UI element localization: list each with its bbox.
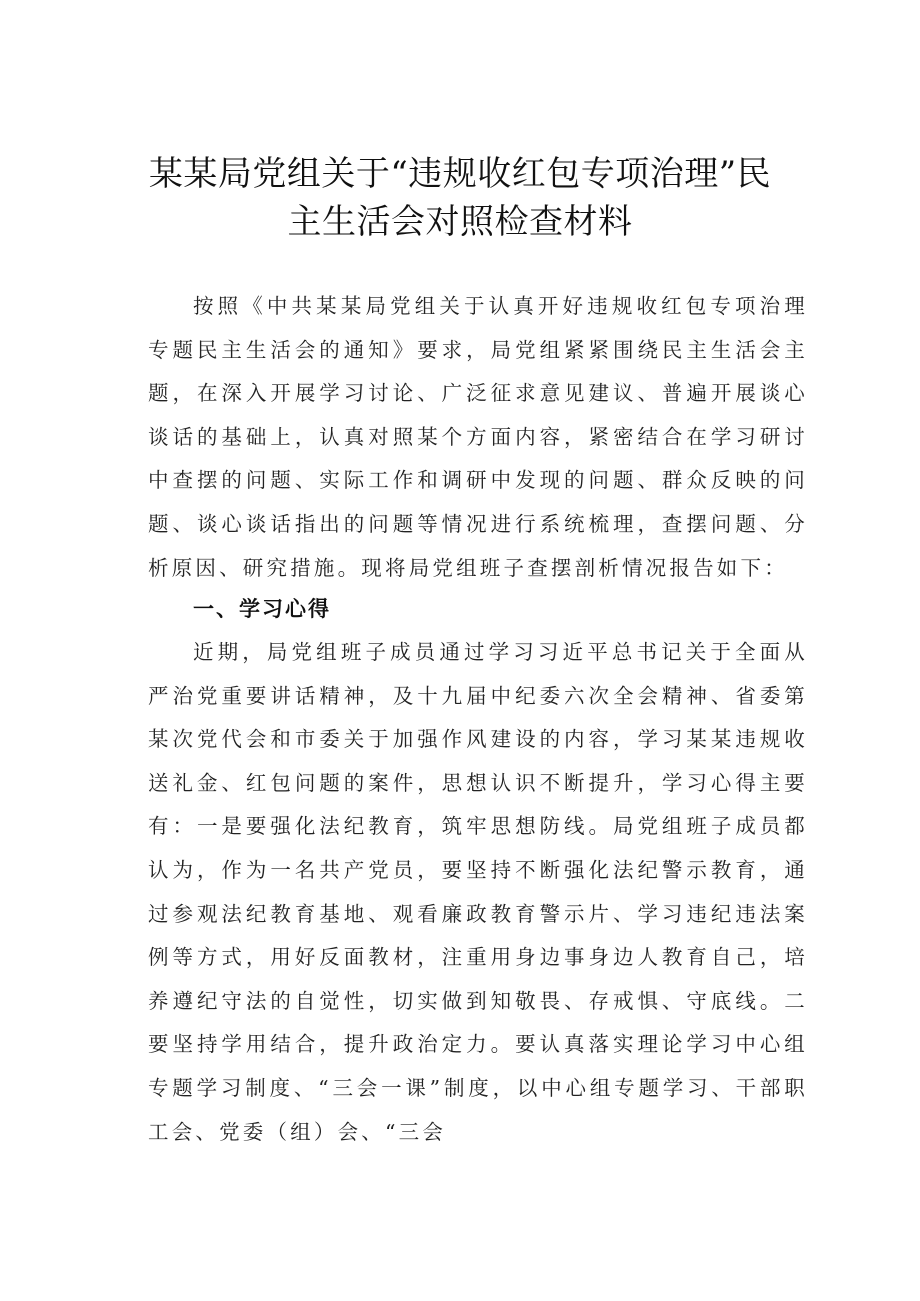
document-title-line-2: 主生活会对照检查材料 <box>287 202 633 242</box>
section-heading-1: 一、学习心得 <box>193 597 331 621</box>
section-1-paragraph: 近期，局党组班子成员通过学习习近平总书记关于全面从严治党重要讲话精神，及十九届中纪委六次全会精神、省委第某次党代会和市委关于加强作风建设的内容，学习某某违规收送礼金、红包问题的案件，思想认识不断提升，学习心得主要有：一是要强化法纪教育，筑牢思想防线。局党组班子成员都认为，作为一名共产党员，要坚持不断强化法纪警示教育，通过参观法纪教育基地、观看廉政教育警示片、学习违纪违法案例等方式，用好反面教材，注重用身边事身边人教育自己，培养遵纪守法的自觉性，切实做到知敬畏、存戒惧、守底线。二要坚持学用结合，提升政治定力。要认真落实理论学习中心组专题学习制度、“三会一课”制度，以中心组专题学习、干部职工会、党委（组）会、“三会 <box>148 640 808 1144</box>
intro-paragraph: 按照《中共某某局党组关于认真开好违规收红包专项治理专题民主生活会的通知》要求，局党组紧紧围绕民主生活会主题，在深入开展学习讨论、广泛征求意见建议、普遍开展谈心谈话的基础上，认真对照某个方面内容，紧密结合在学习研讨中查摆的问题、实际工作和调研中发现的问题、群众反映的问题、谈心谈话指出的问题等情况进行系统梳理，查摆问题、分析原因、研究措施。现将局党组班子查摆剖析情况报告如下： <box>148 294 808 580</box>
document-title-line-1: 某某局党组关于“违规收红包专项治理”民 <box>148 154 772 194</box>
